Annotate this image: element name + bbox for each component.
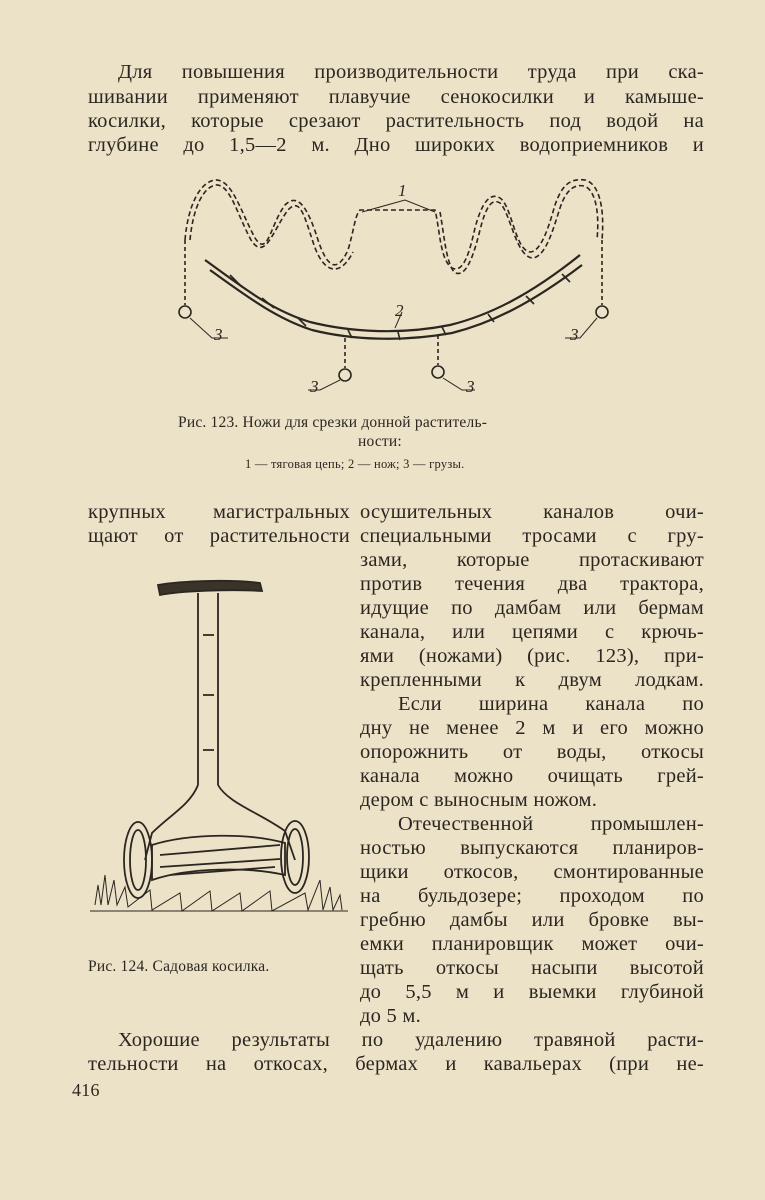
left-wheel [124, 822, 152, 898]
weight-icon [339, 369, 351, 381]
figure-124-caption: Рис. 124. Садовая косилка. [88, 958, 270, 975]
text-line: до 5 м. [360, 1005, 422, 1027]
label-3: 3 [310, 377, 319, 396]
label-3: 3 [214, 325, 223, 344]
weight-icon [432, 366, 444, 378]
text-line: Хорошие результаты по удалению травяной расти- [118, 1029, 704, 1051]
figure-124-mower-drawing [90, 575, 350, 945]
text-line: крупных магистральных [88, 501, 350, 523]
text-line: тельности на откосах, бермах и кавальерах (при не- [88, 1053, 704, 1075]
page-number: 416 [72, 1080, 100, 1100]
text-line: гребню дамбы или бровке вы- [360, 909, 704, 931]
text-line: косилки, которые срезают растительность под водой на [88, 110, 704, 132]
text-line: ями (ножами) (рис. 123), при- [360, 645, 704, 667]
text-line: Для повышения производительности труда при ска- [118, 61, 704, 83]
text-line: зами, которые протаскивают [360, 549, 704, 571]
text-line: ностью выпускаются планиров- [360, 837, 704, 859]
figure-123-knives-drawing [170, 170, 620, 400]
text-line: шивании применяют плавучие сенокосилки и камыше- [88, 86, 704, 108]
text-line: опорожнить от воды, откосы [360, 741, 704, 763]
text-line: крепленными к двум лодкам. [360, 669, 704, 691]
knife [205, 255, 580, 331]
label-3: 3 [570, 325, 579, 344]
text-line: идущие по дамбам или бермам [360, 597, 704, 619]
figure-123-legend: 1 — тяговая цепь; 2 — нож; 3 — грузы. [245, 457, 465, 471]
label-2: 2 [395, 301, 404, 320]
text-line: специальными тросами с гру- [360, 525, 704, 547]
text-line: щают от растительности [88, 525, 350, 547]
figure-123-caption: ности: [358, 433, 402, 450]
text-line: щики откосов, смонтированные [360, 861, 704, 883]
text-line: Если ширина канала по [398, 693, 704, 715]
label-1: 1 [398, 181, 407, 200]
text-line: Отечественной промышлен- [398, 813, 704, 835]
text-line: против течения два трактора, [360, 573, 704, 595]
text-line: глубине до 1,5—2 м. Дно широких водоприемников и [88, 134, 704, 156]
figure-123-caption: Рис. 123. Ножи для срезки донной раститель- [178, 414, 488, 431]
handle-bar [158, 581, 262, 595]
label-3: 3 [466, 377, 475, 396]
text-line: канала можно очищать грей- [360, 765, 704, 787]
text-line: канала, или цепями с крючь- [360, 621, 704, 643]
traction-chain [185, 180, 603, 269]
text-line: на бульдозере; проходом по [360, 885, 704, 907]
text-line: дну не менее 2 м и его можно [360, 717, 704, 739]
weight-icon [596, 306, 608, 318]
text-line: дером с выносным ножом. [360, 789, 598, 811]
text-line: емки планировщик может очи- [360, 933, 704, 955]
reel [152, 836, 285, 880]
weight-icon [179, 306, 191, 318]
text-line: щать откосы насыпи высотой [360, 957, 704, 979]
text-line: осушительных каналов очи- [360, 501, 704, 523]
text-line: до 5,5 м и выемки глубиной [360, 981, 704, 1003]
